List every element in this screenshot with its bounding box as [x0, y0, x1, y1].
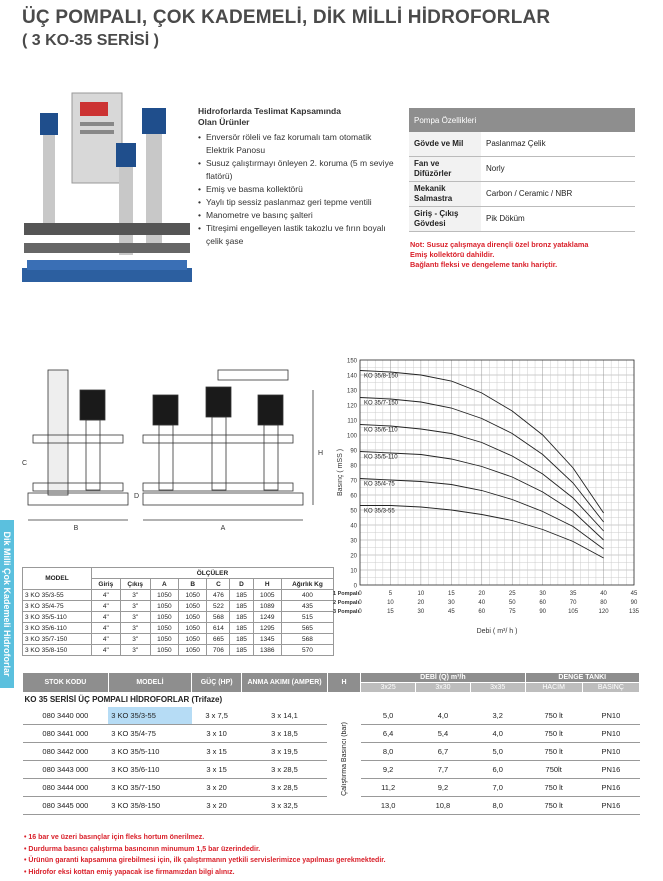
product-cell: 9,2	[361, 761, 416, 779]
dim-row	[23, 634, 334, 645]
th-model: MODELİ	[108, 673, 191, 693]
y-tick-label: 140	[346, 373, 357, 380]
scope-item: • Enversör röleli ve faz korumalı tam otomatik Elektrik Panosu	[198, 131, 398, 157]
x-tick-label: 10	[387, 600, 394, 606]
product-cell: 080 3444 000	[23, 779, 109, 797]
product-cell: 8,0	[470, 797, 525, 815]
product-cell: 11,2	[361, 779, 416, 797]
product-cell: 3 KO 35/8-150	[108, 797, 191, 815]
product-cell: 080 3440 000	[23, 707, 109, 725]
dim-row	[23, 612, 334, 623]
product-cell: 3 x 15	[192, 743, 242, 761]
product-cell: PN10	[582, 707, 639, 725]
product-cell: 7,0	[470, 779, 525, 797]
th-tank: DENGE TANKI	[525, 673, 639, 683]
footnote: • Durdurma basıncı çalıştırma basıncının minumum 1,5 bar üzerindedir.	[24, 845, 261, 853]
product-cell: 3 x 14,1	[242, 707, 328, 725]
product-cell: 3 x 28,5	[242, 761, 328, 779]
scope-item: • Yaylı tip sessiz paslanmaz geri tepme ventili	[198, 196, 398, 209]
footnote: • 16 bar ve üzeri basınçlar için fleks hortum önerilmez.	[24, 834, 205, 841]
dim-cell: 568	[207, 612, 230, 623]
dim-cell: 3"	[120, 645, 150, 656]
series-label: KO 35/5-110	[364, 454, 398, 461]
x-tick-label: 45	[447, 609, 455, 615]
dim-cell: 3 KO 35/6-110	[23, 623, 92, 634]
dim-cell: 565	[281, 623, 333, 634]
product-cell: 3 x 19,5	[242, 743, 328, 761]
product-cell: 5,4	[416, 725, 471, 743]
product-cell: 3 KO 35/4-75	[108, 725, 191, 743]
th-flow-3: 3x35	[470, 683, 525, 693]
x-tick-label: 40	[478, 600, 486, 606]
x-row-label: 3 Pompalı	[333, 609, 359, 615]
x-tick-label: 0	[358, 591, 362, 597]
product-cell: 6,7	[416, 743, 471, 761]
x-tick-label: 15	[387, 609, 394, 615]
product-cell: 3,2	[470, 707, 525, 725]
x-tick-label: 75	[508, 609, 516, 615]
x-axis-label: Debi ( m³/ h )	[476, 628, 518, 635]
feature-key: Giriş - Çıkış Gövdesi	[409, 206, 481, 231]
product-cell: 3 x 18,5	[242, 725, 328, 743]
red-note: Not: Susuz çalışmaya dirençli özel bronz yataklama	[410, 240, 589, 249]
product-cell: 4,0	[470, 725, 525, 743]
dim-row	[23, 590, 334, 601]
x-tick-label: 40	[600, 591, 607, 597]
dim-cell: 1089	[253, 601, 281, 612]
dim-cell: 4"	[91, 612, 120, 623]
x-row-label: 2 Pompalı	[333, 600, 359, 606]
scope-item: • Susuz çalıştırmayı önleyen 2. koruma (5 m seviye flatörü)	[198, 157, 398, 183]
dimensions-table	[22, 567, 334, 656]
x-tick-label: 20	[478, 591, 486, 597]
dim-cell: 1050	[150, 645, 178, 656]
product-cell: 3 KO 35/5-110	[108, 743, 191, 761]
dim-label-d: D	[134, 493, 140, 500]
product-cell: 750 lt	[525, 779, 582, 797]
y-tick-label: 10	[350, 568, 357, 575]
product-cell: 5,0	[470, 743, 525, 761]
dim-col: Ağırlık Kg	[281, 579, 333, 590]
side-tab-label: Dik Milli Çok Kademeli Hidroforlar	[2, 531, 12, 677]
operating-pressure-label: Çalıştırma Basıncı (bar)	[340, 722, 348, 797]
product-cell: 750 lt	[525, 707, 582, 725]
dim-cell: 185	[230, 623, 253, 634]
dim-cell: 1050	[150, 634, 178, 645]
page-subtitle: ( 3 KO-35 SERİSİ )	[22, 32, 159, 49]
table-group-title: KO 35 SERİSİ ÜÇ POMPALI HİDROFORLAR (Trifaze)	[24, 695, 223, 705]
dim-col: C	[207, 579, 230, 590]
dim-cell: 185	[230, 634, 253, 645]
x-tick-label: 60	[478, 609, 486, 615]
red-notes	[410, 240, 588, 270]
dim-cell: 3 KO 35/3-55	[23, 590, 92, 601]
dim-col: D	[230, 579, 253, 590]
dim-cell: 1050	[179, 623, 207, 634]
y-tick-label: 110	[347, 418, 357, 425]
y-tick-label: 100	[346, 433, 357, 440]
series-label: KO 35/6-110	[364, 427, 398, 434]
y-tick-label: 60	[350, 493, 357, 500]
product-cell: 080 3443 000	[23, 761, 109, 779]
feature-value: Pik Döküm	[481, 206, 635, 231]
product-cell: 750lt	[525, 761, 582, 779]
th-flow-2: 3x30	[416, 683, 471, 693]
x-tick-label: 15	[447, 591, 455, 597]
product-cell: 8,0	[361, 743, 416, 761]
dim-cell: 3"	[120, 612, 150, 623]
y-tick-label: 120	[346, 403, 357, 410]
y-tick-label: 40	[350, 523, 357, 530]
dim-cell: 1050	[150, 623, 178, 634]
product-cell: 9,2	[416, 779, 471, 797]
th-flow: DEBİ (Q) m³/h	[361, 673, 525, 683]
footnote: • Hidrofor eksi kottan emiş yapacak ise firmamızdan bilgi alınız.	[24, 868, 235, 876]
x-tick-label: 35	[569, 591, 577, 597]
th-current: ANMA AKIMI (AMPER)	[242, 673, 328, 693]
th-stock-code: STOK KODU	[23, 673, 109, 693]
footnotes	[24, 832, 386, 878]
product-cell: PN10	[582, 743, 639, 761]
y-tick-label: 50	[350, 508, 357, 515]
product-cell: 7,7	[416, 761, 471, 779]
th-volume: HACİM	[525, 683, 582, 693]
dim-cell: 3"	[120, 601, 150, 612]
feature-value: Carbon / Ceramic / NBR	[481, 181, 635, 206]
dim-cell: 568	[281, 634, 333, 645]
product-cell: 3 x 20	[192, 797, 242, 815]
feature-key: Gövde ve Mil	[409, 132, 481, 156]
pump-curve-chart	[330, 352, 650, 652]
dim-col: H	[253, 579, 281, 590]
x-tick-label: 20	[417, 600, 425, 606]
x-tick-label: 5	[388, 591, 393, 597]
dim-col: Giriş	[91, 579, 120, 590]
pump-features-table	[409, 108, 635, 232]
dim-label-a: A	[220, 525, 226, 532]
product-cell: 080 3441 000	[23, 725, 109, 743]
product-cell: PN10	[582, 725, 639, 743]
product-table	[22, 672, 640, 815]
th-h: H	[327, 673, 360, 693]
scope-item: • Emiş ve basma kollektörü	[198, 183, 398, 196]
red-note: Emiş kollektörü dahildir.	[410, 250, 495, 259]
product-cell: 3 x 15	[192, 761, 242, 779]
x-tick-label: 60	[539, 600, 547, 606]
product-cell: 3 x 28,5	[242, 779, 328, 797]
dim-cell: 1249	[253, 612, 281, 623]
y-tick-label: 70	[350, 478, 357, 485]
product-cell: 750 lt	[525, 725, 582, 743]
product-cell: 3 x 32,5	[242, 797, 328, 815]
dim-cell: 3"	[120, 623, 150, 634]
y-tick-label: 150	[346, 358, 357, 365]
product-row	[23, 707, 640, 725]
product-cell: 3 x 20	[192, 779, 242, 797]
x-tick-label: 105	[568, 609, 579, 615]
dim-cell: 1050	[179, 601, 207, 612]
y-tick-label: 80	[350, 463, 357, 470]
dim-cell: 1050	[179, 645, 207, 656]
dim-cell: 1050	[179, 590, 207, 601]
x-tick-label: 10	[417, 591, 425, 597]
th-pressure: BASINÇ	[582, 683, 639, 693]
side-category-tab	[0, 520, 14, 688]
product-cell: PN16	[582, 761, 639, 779]
product-cell: PN16	[582, 779, 639, 797]
x-tick-label: 120	[598, 609, 609, 615]
product-cell: 080 3445 000	[23, 797, 109, 815]
x-tick-label: 135	[628, 609, 640, 615]
y-axis-label: Basınç ( mSS )	[337, 448, 344, 497]
dim-cell: 515	[281, 612, 333, 623]
dim-cell: 435	[281, 601, 333, 612]
product-cell: 10,8	[416, 797, 471, 815]
operating-pressure-cell	[327, 707, 360, 815]
dim-cell: 4"	[91, 634, 120, 645]
product-cell: 750 lt	[525, 743, 582, 761]
page-title: ÜÇ POMPALI, ÇOK KADEMELİ, DİK MİLLİ HİDROFORLAR	[22, 7, 551, 28]
dim-col: Çıkış	[120, 579, 150, 590]
dim-label-c: C	[22, 460, 28, 467]
dim-cell: 3 KO 35/7-150	[23, 634, 92, 645]
dim-header-olculer: ÖLÇÜLER	[91, 568, 333, 579]
series-label: KO 35/3-55	[364, 508, 395, 515]
red-note: Bağlantı fleksi ve dengeleme tankı hariçtir.	[410, 260, 558, 269]
feature-value: Paslanmaz Çelik	[481, 132, 635, 156]
dim-cell: 706	[207, 645, 230, 656]
dim-col: A	[150, 579, 178, 590]
dim-cell: 570	[281, 645, 333, 656]
dim-cell: 185	[230, 601, 253, 612]
dim-row	[23, 601, 334, 612]
x-tick-label: 90	[630, 600, 638, 606]
series-label: KO 35/4-75	[364, 481, 395, 488]
feature-key: Mekanik Salmastra	[409, 181, 481, 206]
y-tick-label: 20	[350, 553, 357, 560]
dim-cell: 476	[207, 590, 230, 601]
dim-cell: 1050	[179, 612, 207, 623]
y-tick-label: 30	[350, 538, 357, 545]
product-cell: 080 3442 000	[23, 743, 109, 761]
x-tick-label: 90	[539, 609, 547, 615]
y-tick-label: 0	[353, 583, 357, 590]
dim-cell: 3"	[120, 590, 150, 601]
dim-cell: 1050	[150, 612, 178, 623]
dim-cell: 1050	[150, 590, 178, 601]
feature-value: Norly	[481, 156, 635, 181]
dim-cell: 1050	[179, 634, 207, 645]
scope-title: Hidroforlarda Teslimat Kapsamında Olan Ürünler	[198, 106, 341, 127]
th-flow-1: 3x25	[361, 683, 416, 693]
feature-key: Fan ve Difüzörler	[409, 156, 481, 181]
product-cell: 13,0	[361, 797, 416, 815]
product-cell: 6,0	[470, 761, 525, 779]
dim-cell: 185	[230, 590, 253, 601]
dim-cell: 665	[207, 634, 230, 645]
dim-cell: 4"	[91, 601, 120, 612]
dim-cell: 3 KO 35/5-110	[23, 612, 92, 623]
dim-cell: 3 KO 35/4-75	[23, 601, 92, 612]
x-tick-label: 30	[447, 600, 455, 606]
x-tick-label: 80	[600, 600, 607, 606]
product-cell: 3 x 10	[192, 725, 242, 743]
x-tick-label: 45	[630, 591, 638, 597]
dim-cell: 4"	[91, 590, 120, 601]
dim-label-b: B	[73, 525, 79, 532]
technical-drawing	[18, 365, 328, 565]
y-tick-label: 130	[346, 388, 357, 395]
product-cell: 4,0	[416, 707, 471, 725]
x-row-label: 1 Pompalı	[333, 591, 359, 597]
product-cell: 5,0	[361, 707, 416, 725]
dim-cell: 614	[207, 623, 230, 634]
x-tick-label: 50	[508, 600, 516, 606]
product-cell: 750 lt	[525, 797, 582, 815]
dim-label-h: H	[318, 450, 324, 457]
dim-cell: 185	[230, 645, 253, 656]
dim-header-model: MODEL	[23, 568, 92, 590]
dim-row	[23, 645, 334, 656]
dim-cell: 1050	[150, 601, 178, 612]
series-label: KO 35/8-150	[364, 373, 399, 380]
dim-cell: 1005	[253, 590, 281, 601]
x-tick-label: 25	[508, 591, 516, 597]
x-tick-label: 30	[417, 609, 425, 615]
product-cell: 3 x 7,5	[192, 707, 242, 725]
x-tick-label: 70	[569, 600, 577, 606]
y-tick-label: 90	[350, 448, 357, 455]
dim-cell: 1345	[253, 634, 281, 645]
x-tick-label: 0	[358, 600, 362, 606]
product-cell: 3 KO 35/3-55	[108, 707, 191, 725]
dim-cell: 1386	[253, 645, 281, 656]
delivery-scope	[198, 106, 398, 248]
x-tick-label: 30	[539, 591, 547, 597]
dim-cell: 4"	[91, 645, 120, 656]
footnote: • Ürünün garanti kapsamına girebilmesi için, ilk çalıştırmanın yetkili servislerimizce yapılması gerekmektedir.	[24, 857, 386, 864]
dim-cell: 3"	[120, 634, 150, 645]
dim-cell: 522	[207, 601, 230, 612]
product-cell: PN16	[582, 797, 639, 815]
dim-cell: 400	[281, 590, 333, 601]
th-power: GÜÇ (HP)	[192, 673, 242, 693]
product-cell: 3 KO 35/7-150	[108, 779, 191, 797]
dim-col: B	[179, 579, 207, 590]
x-tick-label: 0	[358, 609, 362, 615]
hydrofor-product-photo	[22, 88, 192, 283]
dim-cell: 3 KO 35/8-150	[23, 645, 92, 656]
dim-cell: 4"	[91, 623, 120, 634]
series-label: KO 35/7-150	[364, 400, 399, 407]
scope-item: • Manometre ve basınç şalteri	[198, 209, 398, 222]
pump-features-header: Pompa Özellikleri	[409, 108, 635, 132]
dim-cell: 185	[230, 612, 253, 623]
product-cell: 6,4	[361, 725, 416, 743]
product-cell: 3 KO 35/6-110	[108, 761, 191, 779]
dim-row	[23, 623, 334, 634]
dim-cell: 1295	[253, 623, 281, 634]
scope-item: • Titreşimi engelleyen lastik takozlu ve fırın boyalı çelik şase	[198, 222, 398, 248]
